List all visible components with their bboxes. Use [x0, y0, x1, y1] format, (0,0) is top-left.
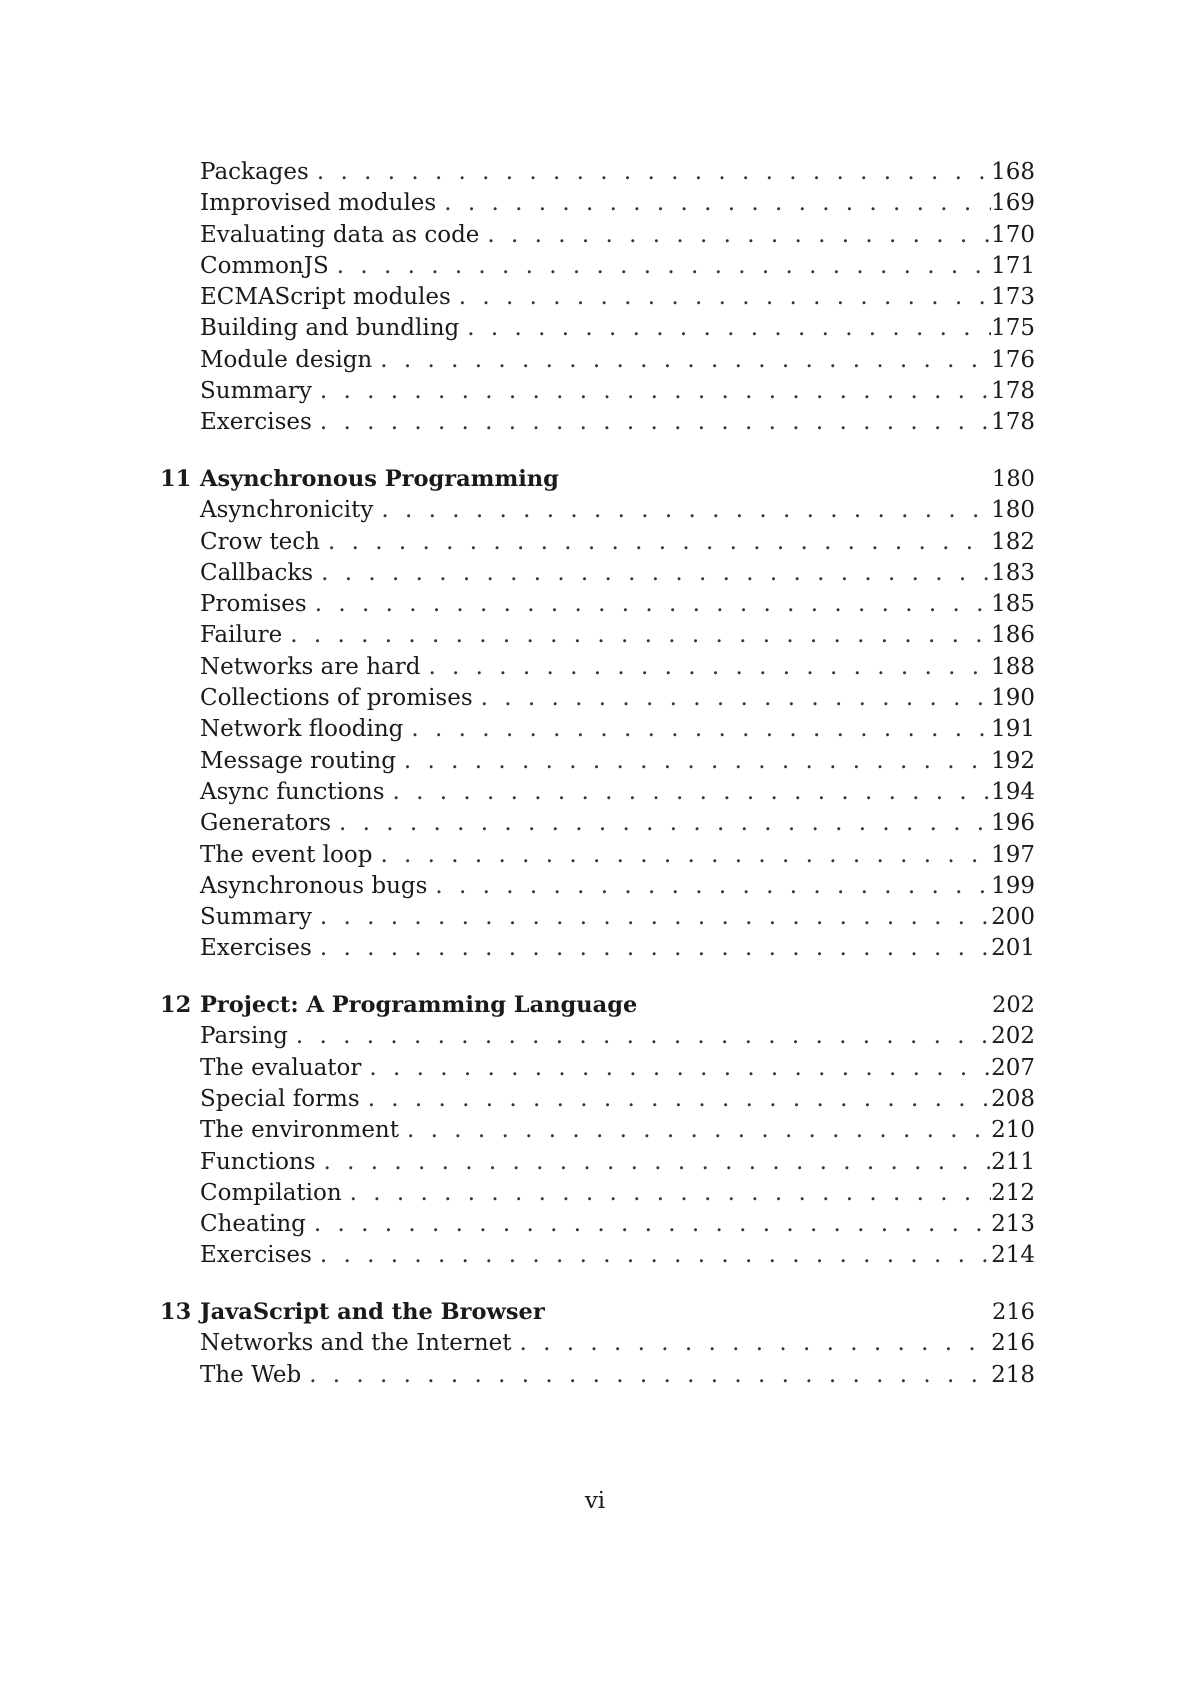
section-title: The environment — [200, 1117, 399, 1144]
dot-leader — [320, 527, 991, 558]
toc-section-entry[interactable] — [160, 683, 1035, 714]
page-ref: 201 — [991, 935, 1035, 962]
toc-section-entry[interactable] — [160, 1084, 1035, 1115]
chapter-title: JavaScript and the Browser — [200, 1298, 545, 1325]
section-title: The Web — [200, 1361, 302, 1388]
page-ref: 196 — [991, 810, 1035, 837]
section-title: Message routing — [200, 747, 396, 774]
page-ref: 186 — [991, 622, 1035, 649]
chapter-title: Project: A Programming Language — [200, 992, 638, 1019]
section-title: Networks are hard — [200, 653, 421, 680]
section-title: Improvised modules — [200, 190, 437, 217]
dot-leader — [312, 1240, 991, 1271]
section-title: Network flooding — [200, 716, 404, 743]
toc-chapter-entry[interactable] — [160, 464, 1035, 495]
section-title: Generators — [200, 810, 332, 837]
page-ref: 218 — [991, 1361, 1035, 1388]
page-ref: 178 — [991, 378, 1035, 405]
section-title: Functions — [200, 1148, 316, 1175]
page-ref: 168 — [991, 159, 1035, 185]
dot-leader — [373, 495, 991, 526]
page-ref: 216 — [991, 1330, 1035, 1357]
section-title: Async functions — [200, 778, 385, 805]
section-title: Cheating — [200, 1211, 306, 1238]
toc-section-entry[interactable] — [160, 1240, 1035, 1271]
dot-leader — [372, 840, 991, 871]
page-ref: 211 — [991, 1148, 1035, 1175]
page-ref: 178 — [991, 409, 1035, 436]
page-ref: 173 — [991, 284, 1035, 311]
toc-section-entry[interactable] — [160, 1147, 1035, 1178]
dot-leader — [288, 1021, 991, 1052]
page-ref: 170 — [991, 221, 1035, 248]
dot-leader — [399, 1115, 991, 1146]
dot-leader — [385, 777, 992, 808]
section-title: Evaluating data as code — [200, 221, 480, 248]
toc-section-entry[interactable] — [160, 527, 1035, 558]
section-title: Parsing — [200, 1023, 288, 1050]
section-title: Summary — [200, 904, 312, 931]
toc-section-entry[interactable] — [160, 157, 1035, 188]
page-ref: 207 — [991, 1054, 1035, 1081]
dot-leader — [312, 407, 991, 438]
toc-section-entry[interactable] — [160, 1209, 1035, 1240]
page-ref: 214 — [991, 1242, 1035, 1269]
page-ref: 194 — [991, 778, 1035, 805]
dot-leader — [473, 683, 991, 714]
dot-leader — [329, 251, 991, 282]
section-title: Callbacks — [200, 559, 314, 586]
page-ref: 183 — [991, 559, 1035, 586]
page-ref: 213 — [991, 1211, 1035, 1238]
chapter-number: 11 — [160, 465, 192, 492]
toc-section-entry[interactable] — [160, 251, 1035, 282]
section-title: CommonJS — [200, 252, 329, 279]
dot-leader — [436, 188, 991, 219]
page-ref: 210 — [991, 1117, 1035, 1144]
toc-section-entry[interactable] — [160, 1053, 1035, 1084]
toc-section-entry[interactable] — [160, 902, 1035, 933]
chapter-number: 12 — [160, 992, 192, 1019]
dot-leader — [306, 1209, 991, 1240]
toc-section-entry[interactable] — [160, 808, 1035, 839]
toc-section-entry[interactable] — [160, 495, 1035, 526]
chapter-number: 13 — [160, 1298, 192, 1325]
section-title: Module design — [200, 346, 373, 373]
page-ref: 180 — [992, 465, 1035, 492]
dot-leader — [331, 808, 991, 839]
dot-leader — [420, 652, 991, 683]
page-ref: 212 — [991, 1179, 1035, 1206]
page-ref: 202 — [991, 1023, 1035, 1050]
toc-chapter-entry[interactable] — [160, 990, 1035, 1021]
section-title: Exercises — [200, 935, 312, 962]
page-ref: 199 — [991, 872, 1035, 899]
dot-leader — [396, 746, 991, 777]
toc-section-entry[interactable] — [160, 840, 1035, 871]
page-ref: 202 — [992, 992, 1035, 1019]
page-ref: 185 — [991, 591, 1035, 618]
dot-leader — [512, 1328, 992, 1359]
dot-leader — [372, 345, 991, 376]
page-number: vi — [584, 1488, 606, 1514]
section-title: Special forms — [200, 1085, 360, 1112]
section-title: Packages — [200, 159, 309, 185]
dot-leader — [312, 902, 991, 933]
dot-leader — [459, 313, 991, 344]
dot-leader — [403, 714, 991, 745]
section-title: Promises — [200, 591, 307, 618]
toc-section-entry[interactable] — [160, 345, 1035, 376]
dot-leader — [309, 157, 991, 188]
dot-leader — [312, 376, 991, 407]
page-ref: 171 — [991, 252, 1035, 279]
page-ref: 197 — [991, 841, 1035, 868]
toc-chapter-entry[interactable] — [160, 1297, 1035, 1328]
section-title: The event loop — [200, 841, 373, 868]
dot-leader — [360, 1084, 991, 1115]
toc-section-entry[interactable] — [160, 1328, 1035, 1359]
dot-leader — [312, 933, 991, 964]
page-ref: 208 — [991, 1085, 1035, 1112]
dot-leader — [427, 871, 991, 902]
toc-section-entry[interactable] — [160, 313, 1035, 344]
page-ref: 180 — [991, 497, 1035, 524]
table-of-contents — [160, 157, 1035, 1391]
page-ref: 176 — [991, 346, 1035, 373]
page-ref: 200 — [991, 904, 1035, 931]
chapter-title: Asynchronous Programming — [200, 465, 559, 492]
section-title: Compilation — [200, 1179, 342, 1206]
section-title: Crow tech — [200, 528, 320, 555]
section-title: ECMAScript modules — [200, 284, 451, 311]
section-title: Failure — [200, 622, 283, 649]
page-ref: 192 — [991, 747, 1035, 774]
toc-section-entry[interactable] — [160, 376, 1035, 407]
toc-section-entry[interactable] — [160, 620, 1035, 651]
dot-leader — [342, 1178, 991, 1209]
section-title: Exercises — [200, 1242, 312, 1269]
page-ref: 188 — [991, 653, 1035, 680]
toc-section-entry[interactable] — [160, 1021, 1035, 1052]
section-title: Building and bundling — [200, 315, 460, 342]
dot-leader — [307, 589, 991, 620]
toc-section-entry[interactable] — [160, 714, 1035, 745]
page-ref: 191 — [991, 716, 1035, 743]
section-title: Exercises — [200, 409, 312, 436]
toc-section-entry[interactable] — [160, 871, 1035, 902]
toc-section-entry[interactable] — [160, 746, 1035, 777]
dot-leader — [313, 558, 991, 589]
toc-section-entry[interactable] — [160, 407, 1035, 438]
page-ref: 182 — [991, 528, 1035, 555]
toc-section-entry[interactable] — [160, 220, 1035, 251]
section-title: The evaluator — [200, 1054, 362, 1081]
dot-leader — [479, 220, 991, 251]
toc-section-entry[interactable] — [160, 589, 1035, 620]
section-title: Networks and the Internet — [200, 1330, 512, 1357]
section-title: Summary — [200, 378, 312, 405]
dot-leader — [301, 1360, 991, 1391]
toc-section-entry[interactable] — [160, 1178, 1035, 1209]
toc-section-entry[interactable] — [160, 933, 1035, 964]
toc-section-entry[interactable] — [160, 558, 1035, 589]
toc-section-entry[interactable] — [160, 652, 1035, 683]
dot-leader — [316, 1147, 992, 1178]
toc-section-entry[interactable] — [160, 777, 1035, 808]
page-ref: 175 — [991, 315, 1035, 342]
dot-leader — [451, 282, 991, 313]
page-ref: 190 — [991, 685, 1035, 712]
section-title: Asynchronous bugs — [200, 872, 428, 899]
toc-section-entry[interactable] — [160, 1360, 1035, 1391]
toc-section-entry[interactable] — [160, 282, 1035, 313]
section-title: Asynchronicity — [200, 497, 374, 524]
dot-leader — [361, 1053, 991, 1084]
dot-leader — [282, 620, 991, 651]
page-ref: 169 — [991, 190, 1035, 217]
section-title: Collections of promises — [200, 685, 473, 712]
toc-section-entry[interactable] — [160, 188, 1035, 219]
page-ref: 216 — [992, 1298, 1035, 1325]
toc-section-entry[interactable] — [160, 1115, 1035, 1146]
